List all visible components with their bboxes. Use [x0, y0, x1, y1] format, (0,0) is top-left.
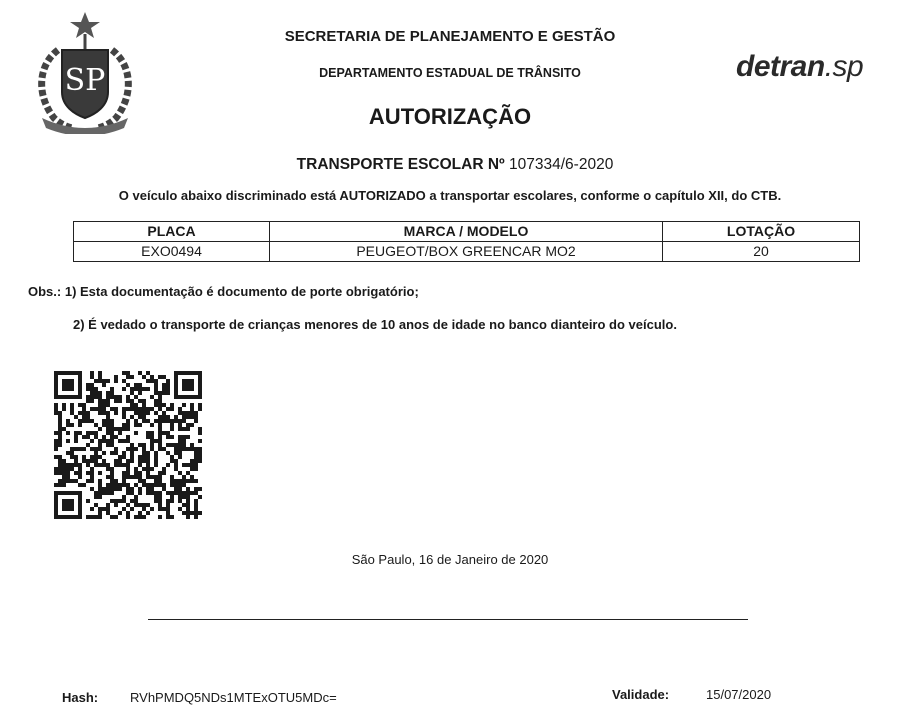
hash-value: RVhPMDQ5NDs1MTExOTU5MDc= — [130, 690, 337, 705]
validity-value: 15/07/2020 — [706, 687, 772, 702]
department-heading: DEPARTAMENTO ESTADUAL DE TRÂNSITO — [319, 66, 581, 80]
logo-main: detran — [736, 50, 825, 83]
signature-line — [148, 619, 748, 620]
seal-letters: SP — [64, 63, 106, 98]
document-title: AUTORIZAÇÃO — [368, 104, 532, 129]
permit-label: TRANSPORTE ESCOLAR Nº — [296, 156, 505, 173]
table-row — [74, 242, 860, 262]
cell-placa: EXO0494 — [74, 242, 270, 262]
table-header-row — [74, 222, 860, 242]
cell-lotacao: 20 — [663, 242, 860, 262]
authorization-text: O veículo abaixo discriminado está AUTORIZADO a transportar escolares, conforme o capítulo XII, do CTB. — [118, 188, 782, 203]
header-placa: PLACA — [74, 222, 270, 242]
validity-label: Validade: — [612, 687, 670, 702]
header-lotacao: LOTAÇÃO — [663, 222, 860, 242]
header-marca-modelo: MARCA / MODELO — [270, 222, 663, 242]
observation-2: 2) É vedado o transporte de crianças menores de 10 anos de idade no banco dianteiro do veículo. — [73, 317, 677, 332]
hash-label: Hash: — [62, 690, 99, 705]
observation-1: Obs.: 1) Esta documentação é documento de porte obrigatório; — [28, 284, 419, 299]
detran-logo — [736, 50, 863, 84]
logo-suffix: .sp — [824, 50, 864, 83]
cell-marca-modelo: PEUGEOT/BOX GREENCAR MO2 — [270, 242, 663, 262]
place-and-date: São Paulo, 16 de Janeiro de 2020 — [351, 552, 549, 567]
qr-code-icon — [52, 371, 204, 519]
secretariat-heading: SECRETARIA DE PLANEJAMENTO E GESTÃO — [284, 28, 616, 45]
vehicle-table — [73, 221, 860, 262]
permit-heading — [0, 156, 900, 174]
permit-number: 107334/6-2020 — [509, 156, 614, 173]
